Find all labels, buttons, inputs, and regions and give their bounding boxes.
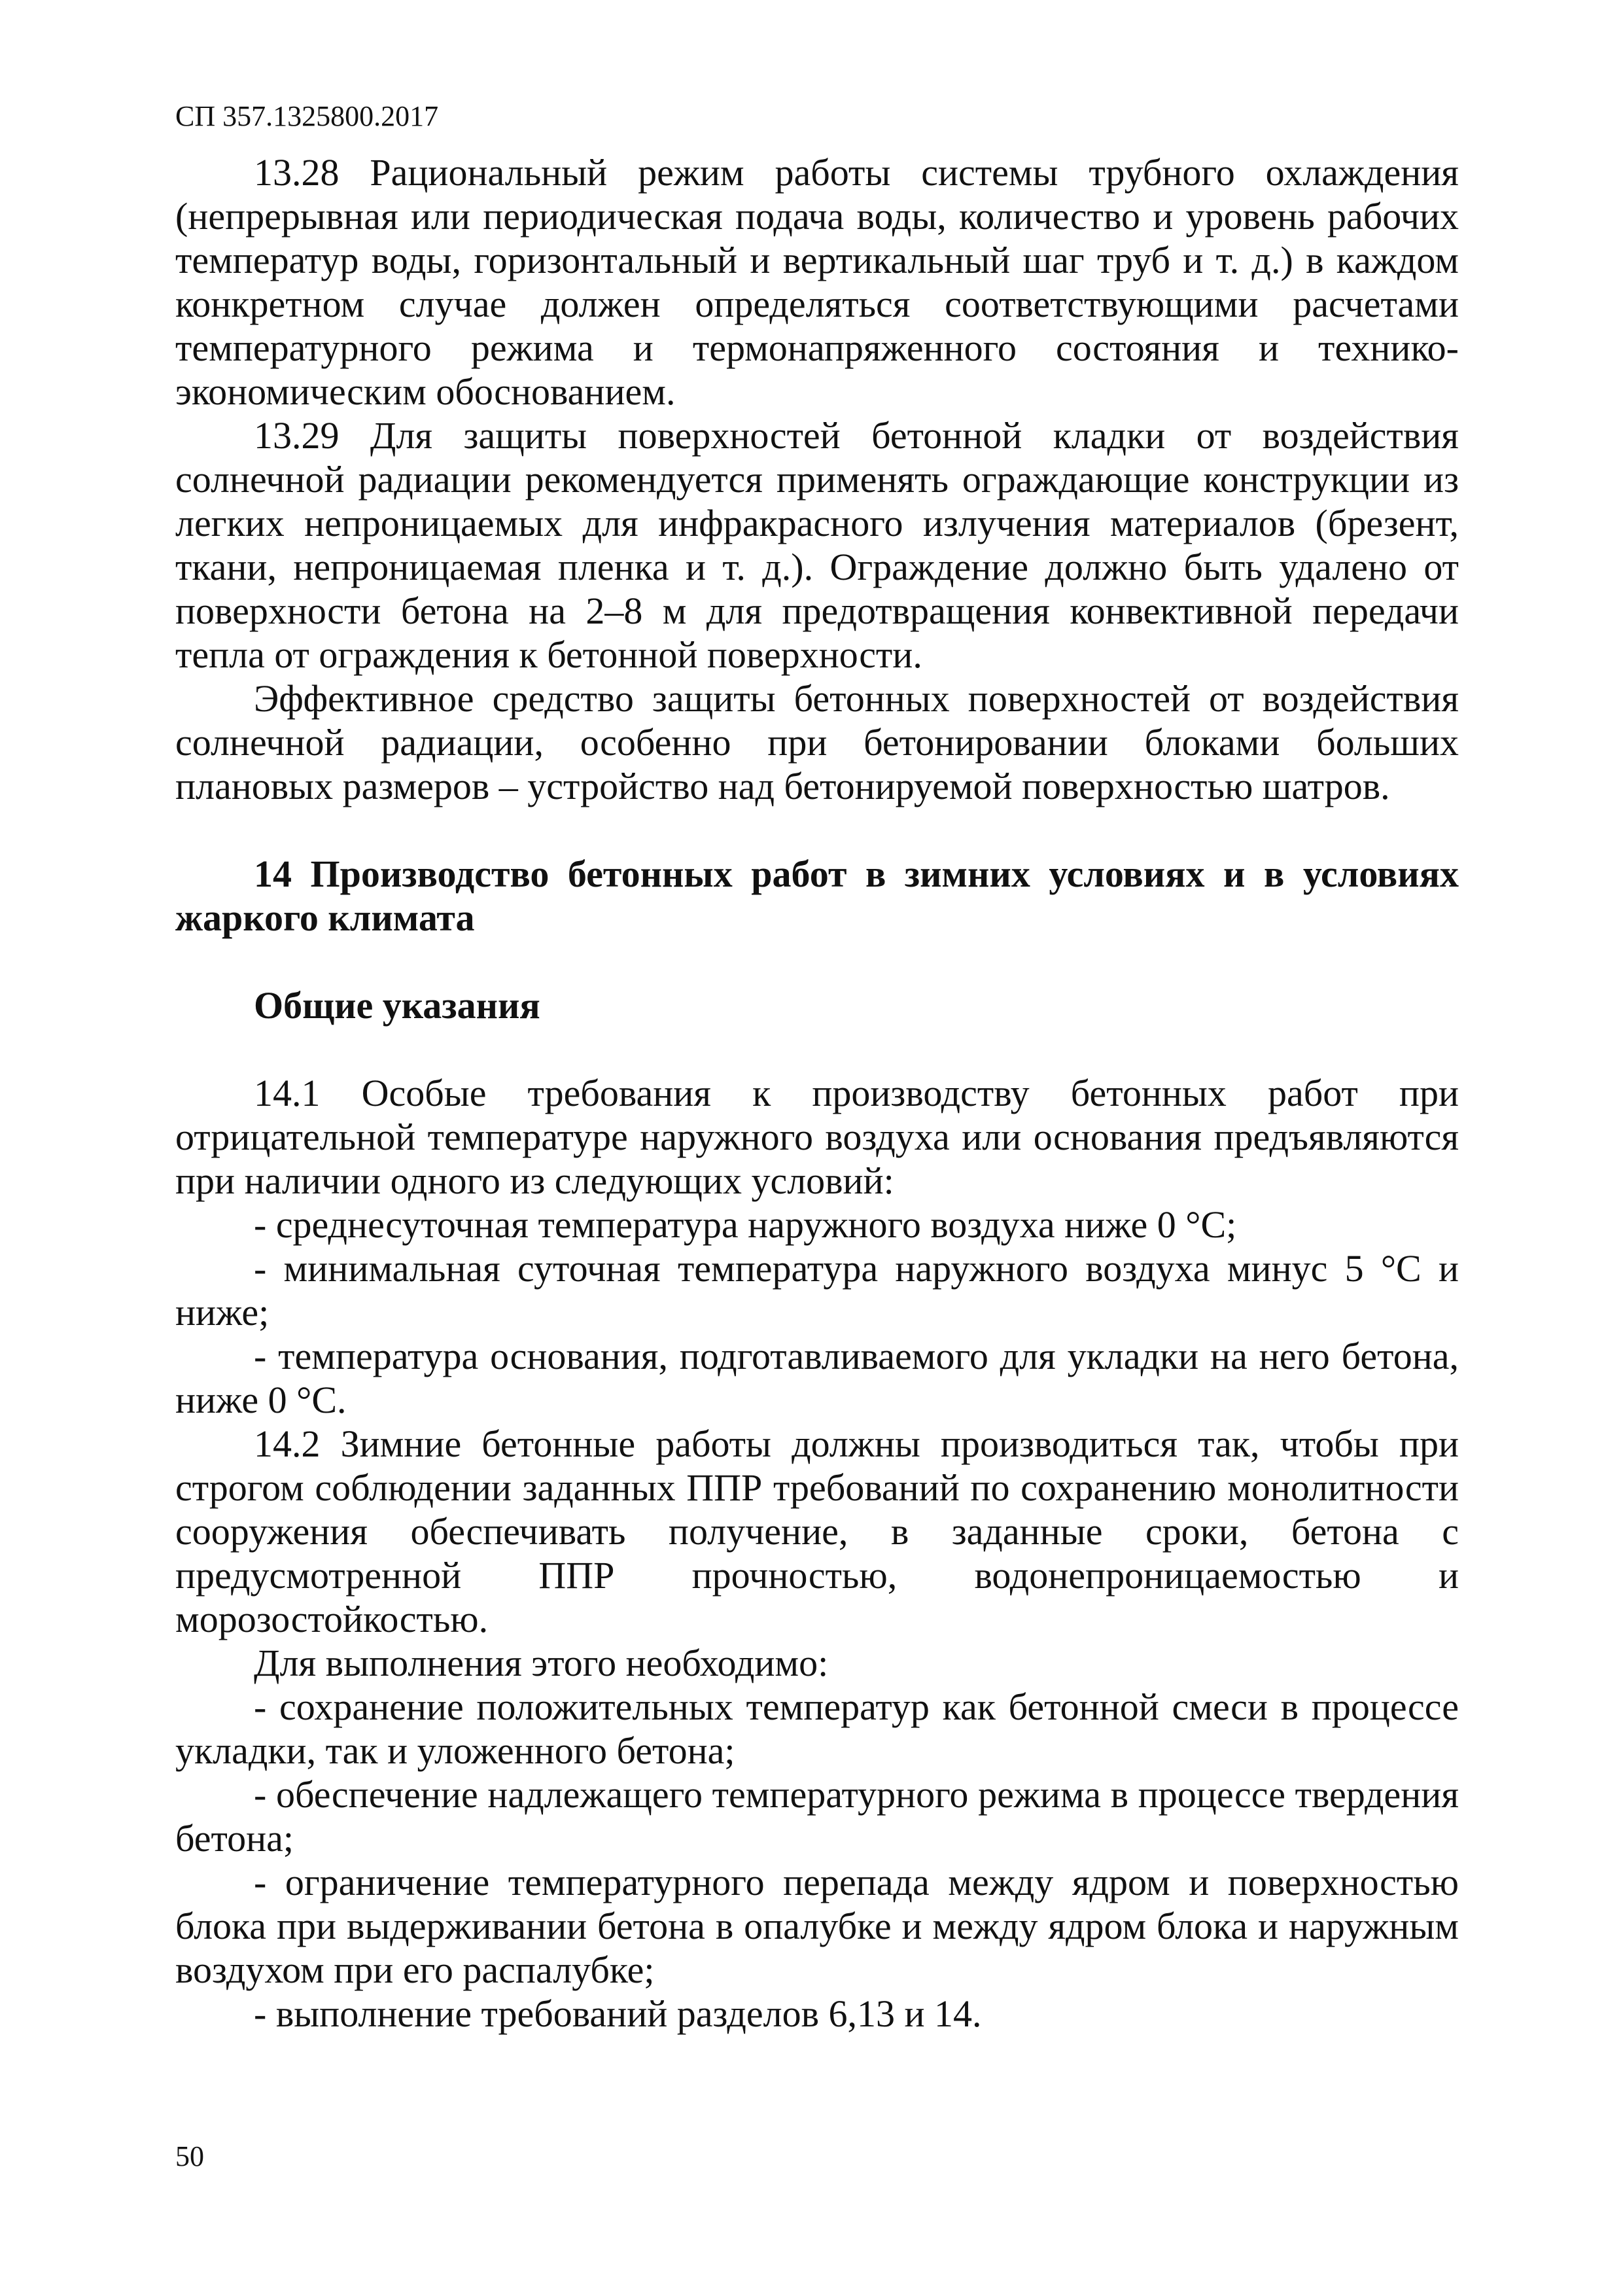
list-item: - минимальная суточная температура наружного воздуха минус 5 °C и ниже; <box>175 1247 1459 1333</box>
paragraph-14-2-intro: Для выполнения этого необходимо: <box>254 1642 829 1684</box>
document-code: СП 357.1325800.2017 <box>175 100 439 132</box>
section-14-heading: 14 Производство бетонных работ в зимних условиях и в условиях жаркого климата <box>175 853 1459 939</box>
paragraph-13-29: 13.29 Для защиты поверхностей бетонной кладки от воздействия солнечной радиации рекомендуется применять ограждающие конструкции из легких непроницаемых для инфракрасного излучения материалов (брезент, ткани, непроницаемая пленка и т. д.). Ограждение должно быть удалено от поверхности бетона на 2–8 м для предотвращения конвективной передачи тепла от ограждения к бетонной поверхности. <box>175 414 1459 676</box>
list-item: - ограничение температурного перепада между ядром и поверхностью блока при выдерживании бетона в опалубке и между ядром блока и наружным воздухом при его распалубке; <box>175 1861 1459 1991</box>
list-item: - температура основания, подготавливаемого для укладки на него бетона, ниже 0 °C. <box>175 1335 1459 1421</box>
spacer <box>175 1027 1459 1071</box>
paragraph-13-29-continuation: Эффективное средство защиты бетонных поверхностей от воздействия солнечной радиации, особенно при бетонировании блоками больших плановых размеров – устройство над бетонируемой поверхностью шатров. <box>175 677 1459 807</box>
paragraph-14-2: 14.2 Зимние бетонные работы должны производиться так, чтобы при строгом соблюдении заданных ППР требований по сохранению монолитности сооружения обеспечивать получение, в заданные сроки, бетона с предусмотренной ППР прочностью, водонепроницаемостью и морозостойкостью. <box>175 1422 1459 1640</box>
list-item: - среднесуточная температура наружного воздуха ниже 0 °C; <box>254 1203 1237 1246</box>
paragraph-14-1: 14.1 Особые требования к производству бетонных работ при отрицательной температуре наружного воздуха или основания предъявляются при наличии одного из следующих условий: <box>175 1072 1459 1202</box>
list-item: - выполнение требований разделов 6,13 и 14. <box>254 1992 982 2035</box>
paragraph-13-28: 13.28 Рациональный режим работы системы трубного охлаждения (непрерывная или периодическая подача воды, количество и уровень рабочих температур воды, горизонтальный и вертикальный шаг труб и т. д.) в каждом конкретном случае должен определяться соответствующими расчетами температурного режима и термонапряженного состояния и технико-экономическим обоснованием. <box>175 151 1459 413</box>
list-item: - сохранение положительных температур как бетонной смеси в процессе укладки, так и уложенного бетона; <box>175 1686 1459 1772</box>
list-item: - обеспечение надлежащего температурного режима в процессе твердения бетона; <box>175 1773 1459 1860</box>
subsection-heading: Общие указания <box>254 984 540 1027</box>
spacer <box>175 940 1459 983</box>
spacer <box>175 808 1459 852</box>
page-body <box>175 150 1459 2036</box>
page-number: 50 <box>175 2140 204 2172</box>
